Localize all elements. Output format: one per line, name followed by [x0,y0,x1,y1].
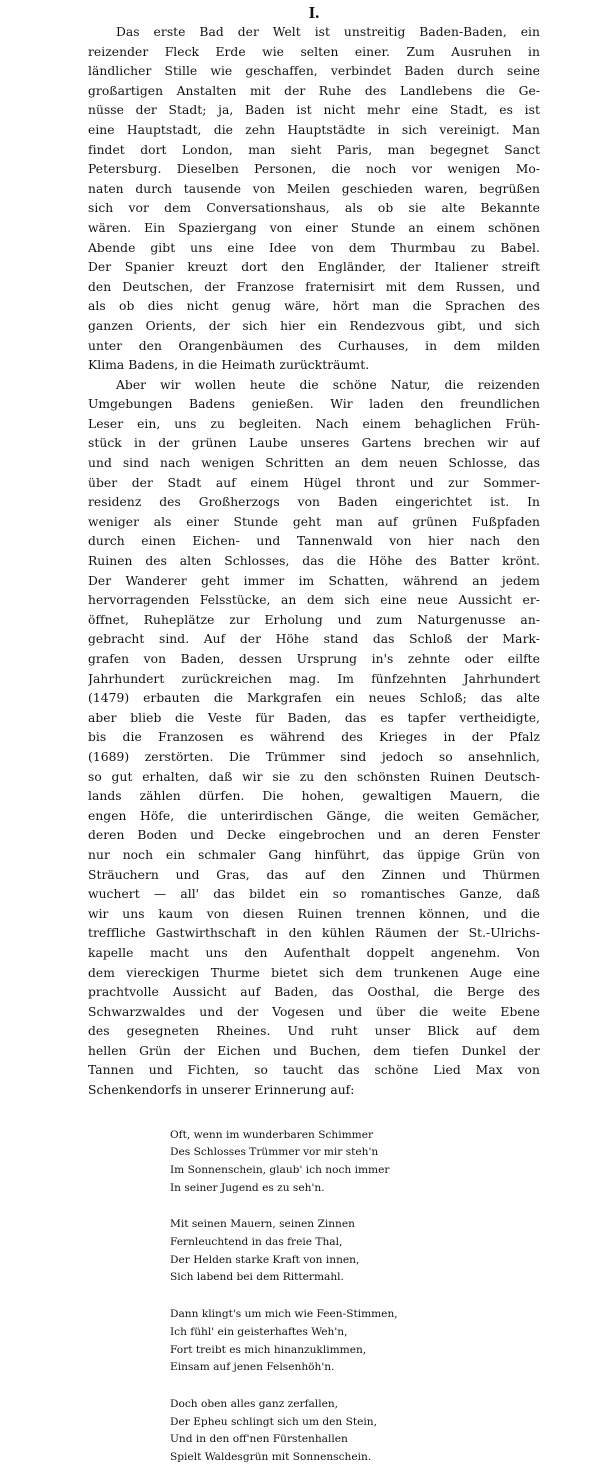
text-line: Schwarzwaldes und der Vogesen und über die weite Ebene [88,1004,540,1019]
text-line: Jahrhundert zurückreichen mag. Im fünfzehnten Jahrhundert [88,671,540,686]
text-line: nur noch ein schmaler Gang hinführt, das üppige Grün von [88,847,540,862]
text-line: deren Boden und Decke eingebrochen und an deren Fenster [88,828,540,843]
text-line: (1689) zerstörten. Die Trümmer sind jedoch so ansehnlich, [88,749,540,764]
text-line: gebracht sind. Auf der Höhe stand das Schloß der Mark- [88,632,540,647]
text-line: aber blieb die Veste für Baden, das es tapfer vertheidigte, [88,710,540,725]
text-line: kapelle macht uns den Aufenthalt doppelt angenehm. Von [88,945,540,960]
poem-verse: Der Epheu schlingt sich um den Stein, [170,1415,377,1428]
text-line: lands zählen dürfen. Die hohen, gewaltigen Mauern, die [88,789,540,804]
paragraph [88,23,540,376]
text-line: Leser ein, uns zu begleiten. Nach einem behaglichen Früh- [88,416,540,431]
text-line: Tannen und Fichten, so taucht das schöne Lied Max von [88,1063,540,1078]
text-line: sich vor dem Conversationshaus, als ob sie alte Bekannte [88,201,540,216]
poem-verse: Ich fühl' ein geisterhaftes Weh'n, [170,1325,348,1338]
poem-verse: Des Schlosses Trümmer vor mir steh'n [170,1146,379,1159]
poem-stanza [170,1216,540,1287]
text-line: öffnet, Ruheplätze zur Erholung und zum Naturgenusse an- [88,612,540,627]
text-line: prachtvolle Aussicht auf Baden, das Oosthal, die Berge des [88,985,540,1000]
poem-verse: Fernleuchtend in das freie Thal, [170,1236,343,1249]
poem-verse: Fort treibt es mich hinanzuklimmen, [170,1343,367,1356]
prose-body [88,23,540,1101]
text-line: Aber wir wollen heute die schöne Natur, die reizenden [116,377,540,392]
text-line: Klima Badens, in die Heimath zurückträumt. [88,358,370,373]
text-line: durch einen Eichen- und Tannenwald von hier nach den [88,534,540,549]
poem-verse: Einsam auf jenen Felsenhöh'n. [170,1361,335,1374]
text-line: über der Stadt auf einem Hügel thront und zur Sommer- [88,475,540,490]
text-line: Umgebungen Badens genießen. Wir laden den freundlichen [88,397,540,412]
text-line: den Deutschen, der Franzose fraternisirt mit dem Russen, und [88,279,540,294]
poem-verse: Spielt Waldesgrün mit Sonnenschein. [170,1450,372,1463]
text-line: Das erste Bad der Welt ist unstreitig Baden-Baden, ein [116,25,540,39]
text-line: hellen Grün der Eichen und Buchen, dem tiefen Dunkel der [88,1043,540,1058]
poem-stanza [170,1396,540,1467]
text-line: reizender Fleck Erde wie selten einer. Zum Ausruhen in [88,44,540,59]
text-line: engen Höfe, die unterirdischen Gänge, die weiten Gemächer, [88,808,540,823]
text-line: bis die Franzosen es während des Krieges in der Pfalz [88,730,540,745]
text-line: wuchert — all' das bildet ein so romantisches Ganze, daß [88,887,540,902]
chapter-heading: I. [308,3,320,22]
text-line: Abende gibt uns eine Idee von dem Thurmbau zu Babel. [88,240,540,255]
text-line: hervorragenden Felsstücke, an dem sich eine neue Aussicht er- [88,593,540,608]
text-line: eine Hauptstadt, die zehn Hauptstädte in sich vereinigt. Man [88,122,540,137]
text-line: nüsse der Stadt; ja, Baden ist nicht mehr eine Stadt, es ist [88,103,540,118]
poem-verse: Doch oben alles ganz zerfallen, [170,1397,339,1410]
text-line: weniger als einer Stunde geht man auf grünen Fußpfaden [88,514,540,529]
poem-verse: Der Helden starke Kraft von innen, [170,1253,360,1266]
poem [88,1127,540,1467]
text-line: residenz des Großherzogs von Baden eingerichtet ist. In [88,495,540,510]
text-line: wären. Ein Spaziergang von einer Stunde an einem schönen [88,220,540,235]
text-line: ländlicher Stille wie geschaffen, verbindet Baden durch seine [88,64,540,79]
text-line: des gesegneten Rheines. Und ruht unser Blick auf dem [88,1024,540,1039]
poem-verse: Mit seinen Mauern, seinen Zinnen [170,1218,355,1231]
text-line: Der Spanier kreuzt dort den Engländer, der Italiener streift [88,260,540,275]
text-line: und sind nach wenigen Schritten an dem neuen Schlosse, das [88,456,540,471]
text-line: grafen von Baden, dessen Ursprung in's zehnte oder eilfte [88,652,540,666]
text-line: naten durch tausende von Meilen geschieden waren, begrüßen [88,181,540,196]
text-line: als ob dies nicht genug wäre, hört man die Sprachen des [88,299,540,314]
poem-verse: Dann klingt's um mich wie Feen-Stimmen, [170,1308,398,1321]
text-line: dem viereckigen Thurme bietet sich dem trunkenen Auge eine [88,965,540,980]
text-line: Schenkendorfs in unserer Erinnerung auf: [88,1083,355,1098]
poem-stanza [170,1127,540,1198]
text-line: großartigen Anstalten mit der Ruhe des Landlebens die Ge- [88,83,540,98]
poem-verse: Oft, wenn im wunderbaren Schimmer [170,1128,374,1141]
text-line: findet dort London, man sieht Paris, man begegnet Sanct [88,142,540,157]
text-line: Sträuchern und Gras, das auf den Zinnen und Thürmen [88,867,540,882]
text-line: wir uns kaum von diesen Ruinen trennen können, und die [88,906,540,921]
poem-verse: Sich labend bei dem Rittermahl. [170,1271,344,1284]
text-line: ganzen Orients, der sich hier ein Rendezvous gibt, und sich [88,318,540,333]
poem-verse: Im Sonnenschein, glaub' ich noch immer [170,1164,390,1177]
poem-verse: In seiner Jugend es zu seh'n. [170,1181,325,1194]
text-line: unter den Orangenbäumen des Curhauses, in dem milden [88,338,540,353]
poem-stanza [170,1306,540,1377]
text-line: stück in der grünen Laube unseres Gartens brechen wir auf [88,436,540,451]
text-line: (1479) erbauten die Markgrafen ein neues Schloß; das alte [88,691,540,706]
paragraph [88,376,540,1101]
text-line: Petersburg. Dieselben Personen, die noch vor wenigen Mo- [88,162,540,177]
text-line: Der Wanderer geht immer im Schatten, während an jedem [88,573,540,588]
text-line: so gut erhalten, daß wir sie zu den schönsten Ruinen Deutsch- [88,769,540,784]
text-line: Ruinen des alten Schlosses, das die Höhe des Batter krönt. [88,554,540,569]
poem-verse: Und in den off'nen Fürstenhallen [170,1433,348,1446]
text-line: treffliche Gastwirthschaft in den kühlen Räumen der St.-Ulrichs- [88,926,540,941]
